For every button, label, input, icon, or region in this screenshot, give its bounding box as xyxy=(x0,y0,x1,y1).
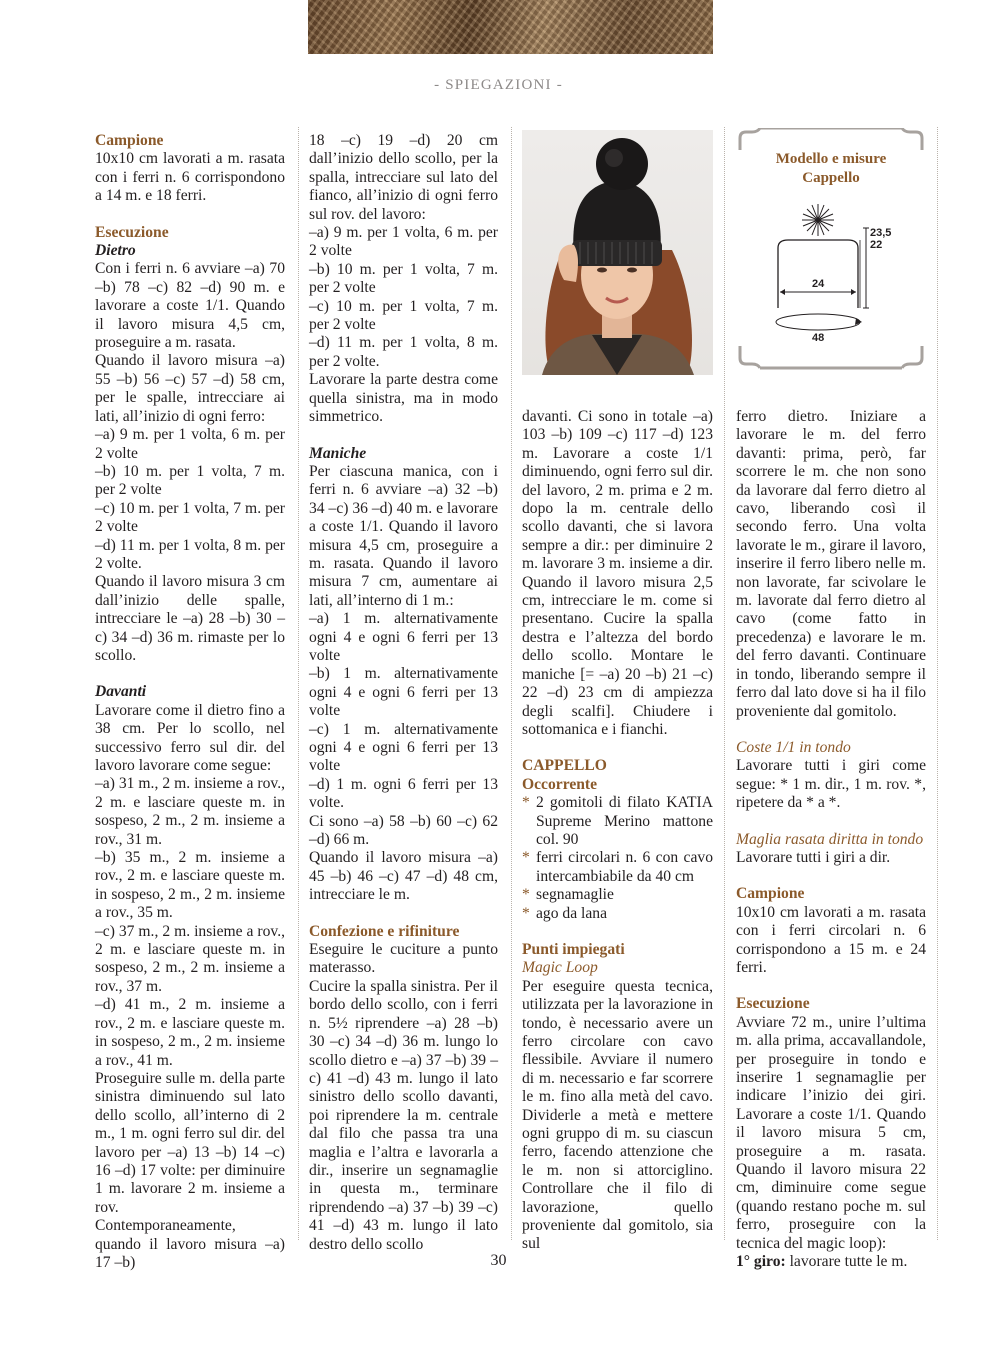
column-3 xyxy=(522,408,713,1254)
page-number: 30 xyxy=(490,1252,507,1269)
box-title-line: Cappello xyxy=(802,170,860,186)
model-hat-photo xyxy=(522,130,713,375)
column-1 xyxy=(95,132,285,1272)
box-title xyxy=(736,150,926,188)
section-title: - SPIEGAZIONI - xyxy=(434,77,563,93)
dietro-paragraph: –c) 10 m. per 1 volta, 7 m. per 2 volte xyxy=(95,499,285,536)
measurements-box xyxy=(736,128,926,370)
giro-text: lavorare tutte le m. xyxy=(785,1253,908,1271)
dietro-continued: –a) 9 m. per 1 volta, 6 m. per 2 volte xyxy=(309,224,498,260)
column-4 xyxy=(736,408,926,1271)
height-inner-label: 22 xyxy=(870,239,883,251)
dietro-paragraph: –b) 10 m. per 1 volta, 7 m. per 2 volte xyxy=(95,462,285,499)
davanti-paragraph: –b) 35 m., 2 m. insieme a rov., 2 m. e lasciare queste m. in sospeso, 2 m., 2 m. insieme a rov., 35 m. xyxy=(95,849,285,922)
coste-heading: Coste 1/1 in tondo xyxy=(736,738,851,756)
occorrente-heading: Occorrente xyxy=(522,775,598,793)
dietro-paragraph: Quando il lavoro misura –a) 55 –b) 56 –c) 57 –d) 58 cm, per le spalle, intrecciare ai lati, all’inizio di ogni ferro: xyxy=(95,352,285,425)
dietro-continued: –c) 10 m. per 1 volta, 7 m. per 2 volte xyxy=(309,297,498,334)
esecuzione-heading: Esecuzione xyxy=(736,995,810,1013)
davanti-paragraph: –a) 31 m., 2 m. insieme a rov., 2 m. e lasciare queste m. in sospeso, 2 m., 2 m. insieme a rov., 31 m. xyxy=(95,775,285,848)
dietro-heading: Dietro xyxy=(95,242,136,260)
list-item: * 2 gomitoli di filato KATIA Supreme Merino mattone col. 90 xyxy=(522,794,713,849)
campione-text: 10x10 cm lavorati a m. rasata con i ferri n. 6 corrispondono a 14 m. e 18 ferri. xyxy=(95,150,285,205)
column-divider xyxy=(724,127,725,1240)
dietro-continued: –d) 11 m. per 1 volta, 8 m. per 2 volte. xyxy=(309,334,498,370)
confezione-continued: davanti. Ci sono in totale –a) 103 –b) 109 –c) 117 –d) 123 m. Lavorare a coste 1/1 diminuendo, ogni ferro sul dir. del lavoro, 2 m. prima e 2 m. dopo la m. centrale dello scollo davanti, che si lavora sempre a dir.: per diminuire 2 m. lavorare 3 m. insieme a dir. Quando il lavoro misura 2,5 cm, intrecciare le m. come si presentano. Cucire la spalla destra e l’altezza del bordo dello scollo. Montare le maniche [= –a) 20 –b) 21 –c) 22 –d) 23 cm di ampiezza degli scalfi]. Chiudere i sottomanica e i fianchi. xyxy=(522,408,713,738)
box-title-line: Modello e misure xyxy=(775,151,887,167)
esecuzione-paragraph: Avviare 72 m., unire l’ultima m. alla prima, accavallandole, per proseguire in tondo e inserire 1 segnamaglie per indicare l’inizio dei giri. Lavorare a coste 1/1. Quando il lavoro misura 5 cm, proseguire a m. rasata. Quando il lavoro misura 22 cm, diminuire come segue (quando restano poche m. sul ferro, proseguire con la tecnica del magic loop): xyxy=(736,1013,926,1252)
confezione-paragraph: Cucire la spalla sinistra. Per il bordo dello scollo, con i ferri n. 5½ riprendere –a) 28 –b) 30 –c) 34 –d) 36 m. lungo lo scollo dietro e –a) 37 –b) 39 –c) 41 –d) 43 m. lungo il lato sinistro dello scollo davanti, poi riprendere la m. centrale dal filo che passa tra una maglia e l’altra e lavorarla a dir., inserire un segnamaglie in questa m., terminare riprendendo –a) 37 –b) 39 –c) 41 –d) 43 m. lungo il lato destro dello scollo xyxy=(309,977,498,1253)
maniche-paragraph: –a) 1 m. alternativamente ogni 4 e ogni 6 ferri per 13 volte xyxy=(309,610,498,664)
confezione-paragraph: Eseguire le cuciture a punto materasso. xyxy=(309,941,498,977)
dietro-paragraph: Con i ferri n. 6 avviare –a) 70 –b) 78 –c) 82 –d) 90 m. e lavorare a coste 1/1. Quando il lavoro misura 4,5 cm, proseguire a m. rasata. xyxy=(95,260,285,352)
list-item: * ago da lana xyxy=(522,905,713,923)
campione-heading: Campione xyxy=(95,132,164,149)
davanti-heading: Davanti xyxy=(95,683,147,701)
maniche-paragraph: –b) 1 m. alternativamente ogni 4 e ogni 6 ferri per 13 volte xyxy=(309,665,498,720)
dietro-continued: 18 –c) 19 –d) 20 cm dall’inizio dello scollo, per la spalla, intrecciare sul lato del fianco, all’inizio di ogni ferro sul rov. del lavoro: xyxy=(309,132,498,223)
list-item: * ferri circolari n. 6 con cavo intercambiabile da 40 cm xyxy=(522,849,713,886)
davanti-paragraph: –d) 41 m., 2 m. insieme a rov., 2 m. e lasciare queste m. in sospeso, 2 m., 2 m. insieme a rov., 41 m. xyxy=(95,996,285,1069)
campione-paragraph: 10x10 cm lavorati a m. rasata con i ferri circolari n. 6 corrispondono a 15 m. e 24 ferri. xyxy=(736,903,926,976)
dietro-paragraph: Quando il lavoro misura 3 cm dall’inizio delle spalle, intrecciare le –a) 28 –b) 30 –c) 34 –d) 36 m. rimaste per lo scollo. xyxy=(95,573,285,664)
rasata-paragraph: Lavorare tutti i giri a dir. xyxy=(736,848,891,866)
magic-loop-paragraph: Per eseguire questa tecnica, utilizzata per la lavorazione in tondo, è necessario avere un ferro circolare con cavo flessibile. Avviare il numero di m. necessario e far scorrere le m. fino alla metà del cavo. Dividerle a metà e mettere ogni gruppo di m. su ciascun ferro, facendo attenzione che le m. non si attorciglino. Controllare che il filo di lavorazione, quello proveniente dal gomitolo, sia sul xyxy=(522,977,713,1253)
maniche-paragraph: Per ciascuna manica, con i ferri n. 6 avviare –a) 32 –b) 34 –c) 36 –d) 40 m. e lavorare a coste 1/1. Quando il lavoro misura 4,5 cm, proseguire a m. rasata. Quando il lavoro misura 7 cm, aumentare ai lati, all’interno di 1 m.: xyxy=(309,462,498,609)
height-outer-label: 23,5 xyxy=(870,227,892,239)
davanti-paragraph: –c) 37 m., 2 m. insieme a rov., 2 m. e lasciare queste m. in sospeso, 2 m., 2 m. insieme a rov., 37 m. xyxy=(95,922,285,995)
width-label: 24 xyxy=(812,278,825,290)
maniche-paragraph: –c) 1 m. alternativamente ogni 4 e ogni 6 ferri per 13 volte xyxy=(309,720,498,775)
column-divider xyxy=(937,127,938,1240)
confezione-heading: Confezione e rifiniture xyxy=(309,922,460,940)
esecuzione-heading: Esecuzione xyxy=(95,223,169,241)
dietro-paragraph: –d) 11 m. per 1 volta, 8 m. per 2 volte. xyxy=(95,536,285,572)
cappello-heading: CAPPELLO xyxy=(522,757,607,775)
maniche-paragraph: Quando il lavoro misura –a) 45 –b) 46 –c) 47 –d) 48 cm, intrecciare le m. xyxy=(309,849,498,904)
magic-loop-heading: Magic Loop xyxy=(522,959,598,977)
davanti-paragraph: Proseguire sulle m. della parte sinistra diminuendo sul lato dello scollo, all’interno di 2 m., 1 m. ogni ferro sul dir. del lavoro per –a) 13 –b) 14 –c) 16 –d) 17 volte: per diminuire 1 m. lavorare 2 m. insieme a rov. xyxy=(95,1069,285,1216)
punti-heading: Punti impiegati xyxy=(522,940,625,958)
davanti-paragraph: Contemporaneamente, quando il lavoro misura –a) 17 –b) xyxy=(95,1217,285,1271)
top-knit-photo xyxy=(308,0,713,54)
coste-paragraph: Lavorare tutti i giri come segue: * 1 m. dir., 1 m. rov. *, ripetere da * a *. xyxy=(736,757,926,812)
rasata-heading: Maglia rasata diritta in tondo xyxy=(736,830,924,848)
campione-heading: Campione xyxy=(736,885,805,903)
circumference-label: 48 xyxy=(812,332,825,344)
maniche-heading: Maniche xyxy=(309,444,367,462)
maniche-paragraph: –d) 1 m. ogni 6 ferri per 13 volte. xyxy=(309,775,498,812)
giro-label: 1° giro: xyxy=(736,1253,786,1271)
occorrente-list xyxy=(522,794,713,923)
magic-loop-continued: ferro dietro. Iniziare a lavorare le m. del ferro davanti: prima, però, far scorrere le m. che non sono da lavorare dal ferro dietro al cavo, liberando così il secondo ferro. Una volta lavorate le m., girare il lavoro, inserire il ferro libero nelle m. non lavorate, far scivolare le m. lavorate dal ferro dietro al cavo (come fatto in precedenza) e lavorare le m. del ferro davanti. Continuare in tondo, liberando sempre il ferro dal lato dove si ha il filo proveniente dal gomitolo. xyxy=(736,408,926,720)
davanti-paragraph: Lavorare come il dietro fino a 38 cm. Per lo scollo, nel successivo ferro sul dir. del lavoro lavorare come segue: xyxy=(95,701,285,774)
column-divider xyxy=(511,127,512,1240)
column-2 xyxy=(309,132,498,1254)
dietro-paragraph: –a) 9 m. per 1 volta, 6 m. per 2 volte xyxy=(95,426,285,462)
column-divider xyxy=(298,127,299,1240)
maniche-paragraph: Ci sono –a) 58 –b) 60 –c) 62 –d) 66 m. xyxy=(309,812,498,849)
dietro-continued: Lavorare la parte destra come quella sinistra, ma in modo simmetrico. xyxy=(309,371,498,426)
dietro-continued: –b) 10 m. per 1 volta, 7 m. per 2 volte xyxy=(309,260,498,297)
list-item: * segnamaglie xyxy=(522,886,713,904)
